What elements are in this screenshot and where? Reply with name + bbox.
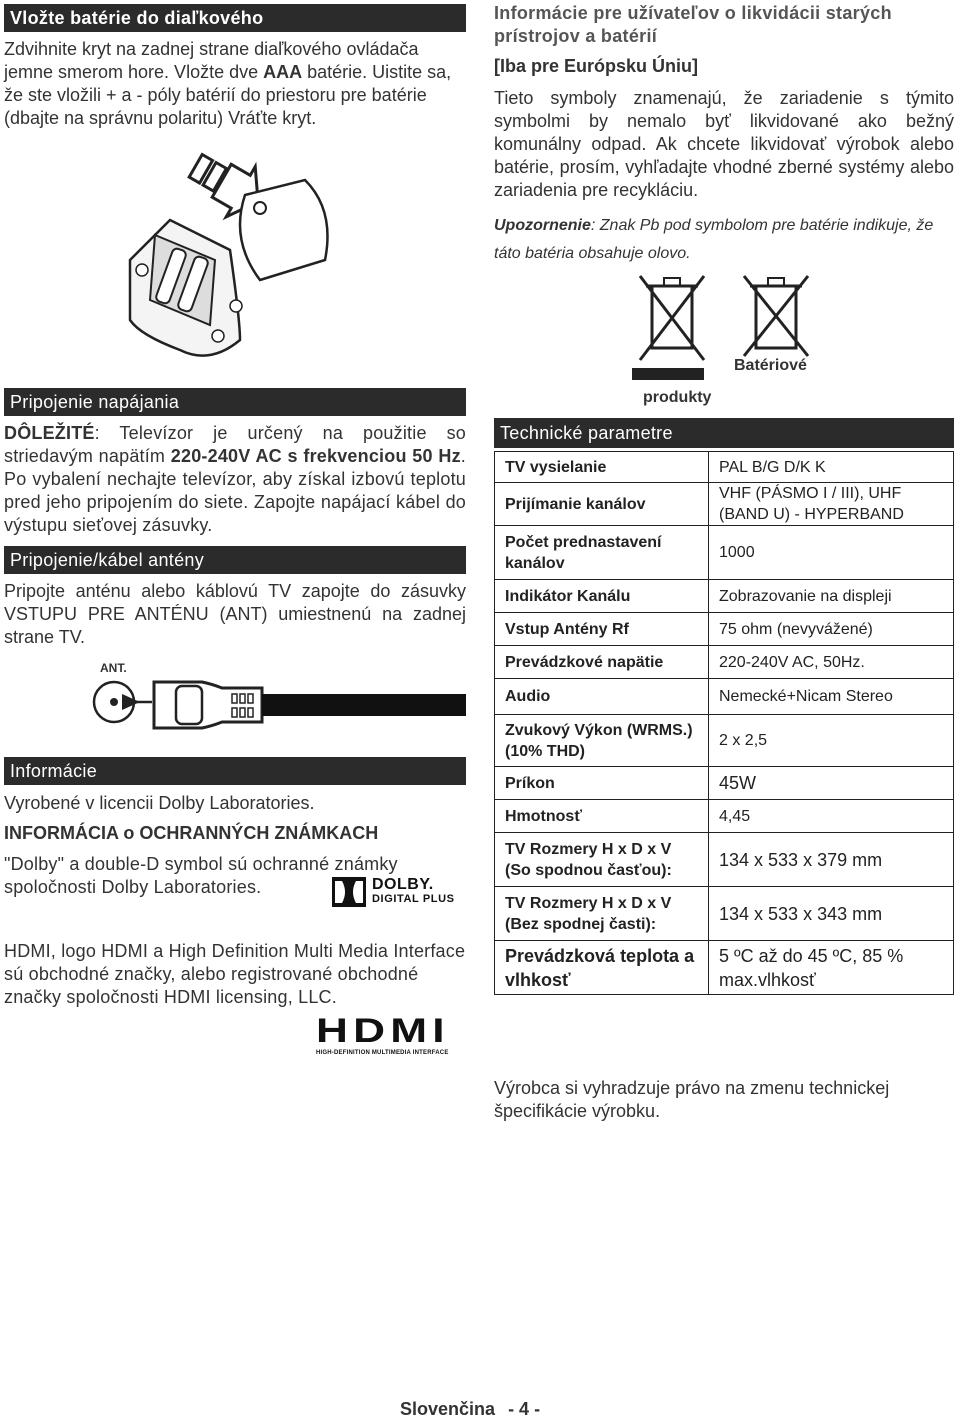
info-heading: Informácie [4,757,466,785]
antenna-plug-illustration [92,672,466,738]
spec-value: 2 x 2,5 [709,715,954,767]
remote-battery-illustration [120,150,460,370]
spec-row [495,580,954,613]
spec-key: Prevádzková teplota a vlhkosť [495,941,709,995]
power-heading: Pripojenie napájania [4,388,466,416]
spec-key: Zvukový Výkon (WRMS.) (10% THD) [495,715,709,767]
specs-table [494,451,954,995]
dolby-logo: DOLBY. DIGITAL PLUS [332,876,468,908]
page-footer [400,1399,540,1420]
label-products: produkty [643,389,712,406]
spec-key: Prevádzkové napätie [495,646,709,679]
spec-value: Zobrazovanie na displeji [709,580,954,613]
spec-row [495,767,954,800]
spec-key: TV vysielanie [495,452,709,483]
spec-row [495,679,954,715]
disposal-text: Tieto symboly znamenajú, že zariadenie s týmito symbolmi by nemalo byť likvidované ako bežný komunálny odpad. Ak chcete likvidovať výrobok alebo batérie, prosím, vyhľadajte vhodné zberné systémy alebo zariadenia pre recykláciu. [494,88,954,200]
spec-row [495,613,954,646]
spec-value: 5 ºC až do 45 ºC, 85 % max.vlhkosť [709,941,954,995]
spec-key: Indikátor Kanálu [495,580,709,613]
disposal-subtitle: [Iba pre Európsku Úniu] [494,56,699,76]
spec-row [495,833,954,887]
disposal-title: Informácie pre užívateľov o likvidácii starých prístrojov a batérií [494,3,892,46]
spec-value: Nemecké+Nicam Stereo [709,679,954,715]
power-text: DÔLEŽITÉ: Televízor je určený na použitie so striedavým napätím 220-240V AC s frekvenciou 50 Hz. Po vybalení nechajte televízor, aby získal izbovú teplotu pred jeho pripojením do siete. Zapojte napájací kábel do výstupu sieťovej zásuvky. [4,423,466,535]
spec-key: Príkon [495,767,709,800]
battery-text: Zdvihnite kryt na zadnej strane diaľkového ovládača jemne smerom hore. Vložte dve AAA batérie. Uistite sa, že ste vložili + a - póly batérií do priestoru pre batérie (dbajte na správnu polaritu) Vráťte kryt. [4,39,452,128]
label-batteries: Batériové [734,357,807,374]
spec-value: 4,45 [709,800,954,833]
spec-row [495,800,954,833]
dolby-text: "Dolby" a double-D symbol sú ochranné známky spoločnosti Dolby Laboratories. [4,854,398,897]
trademark-heading: INFORMÁCIA o OCHRANNÝCH ZNÁMKACH [4,823,379,843]
spec-row [495,941,954,995]
spec-value: 75 ohm (nevyvážené) [709,613,954,646]
spec-row [495,452,954,483]
footer-page-number: - 4 - [508,1399,541,1419]
battery-heading: Vložte batérie do diaľkového [4,4,466,32]
hdmi-text: HDMI, logo HDMI a High Definition Multi Media Interface sú obchodné značky, alebo registrované obchodné značky spoločnosti HDMI licensing, LLC. [4,941,466,1007]
disposal-note: Upozornenie: Znak Pb pod symbolom pre batérie indikuje, že táto batéria obsahuje olovo. [494,217,934,262]
ant-port-label: ANT. [100,661,127,675]
spec-row [495,715,954,767]
antenna-text: Pripojte anténu alebo káblovú TV zapojte do zásuvky VSTUPU PRE ANTÉNU (ANT) umiestnenú na zadnej strane TV. [4,581,466,647]
spec-key: Vstup Antény Rf [495,613,709,646]
spec-key: Prijímanie kanálov [495,483,709,526]
specs-heading: Technické parametre [494,418,954,448]
weee-bin-products-icon [632,268,712,380]
dolby-double-d-icon [332,877,366,907]
spec-key: Hmotnosť [495,800,709,833]
hdmi-logo: HDMI HIGH-DEFINITION MULTIMEDIA INTERFACE [316,1012,450,1056]
spec-key: TV Rozmery H x D x V (Bez spodnej časti): [495,887,709,941]
spec-value: VHF (PÁSMO I / III), UHF (BAND U) - HYPERBAND [709,483,954,526]
specs-table-grid [494,451,954,995]
spec-row [495,483,954,526]
spec-key: Počet prednastavení kanálov [495,526,709,580]
antenna-heading: Pripojenie/kábel antény [4,546,466,574]
spec-value: 1000 [709,526,954,580]
specs-footnote: Výrobca si vyhradzuje právo na zmenu technickej špecifikácie výrobku. [494,1078,890,1121]
weee-bin-batteries-icon [736,268,816,358]
spec-value: PAL B/G D/K K [709,452,954,483]
footer-language: Slovenčina [400,1399,496,1419]
spec-value: 134 x 533 x 343 mm [709,887,954,941]
spec-row [495,646,954,679]
spec-row [495,887,954,941]
spec-value: 134 x 533 x 379 mm [709,833,954,887]
spec-row [495,526,954,580]
spec-key: Audio [495,679,709,715]
spec-value: 220-240V AC, 50Hz. [709,646,954,679]
spec-value: 45W [709,767,954,800]
info-line-1: Vyrobené v licencii Dolby Laboratories. [4,793,315,813]
spec-key: TV Rozmery H x D x V (So spodnou časťou): [495,833,709,887]
